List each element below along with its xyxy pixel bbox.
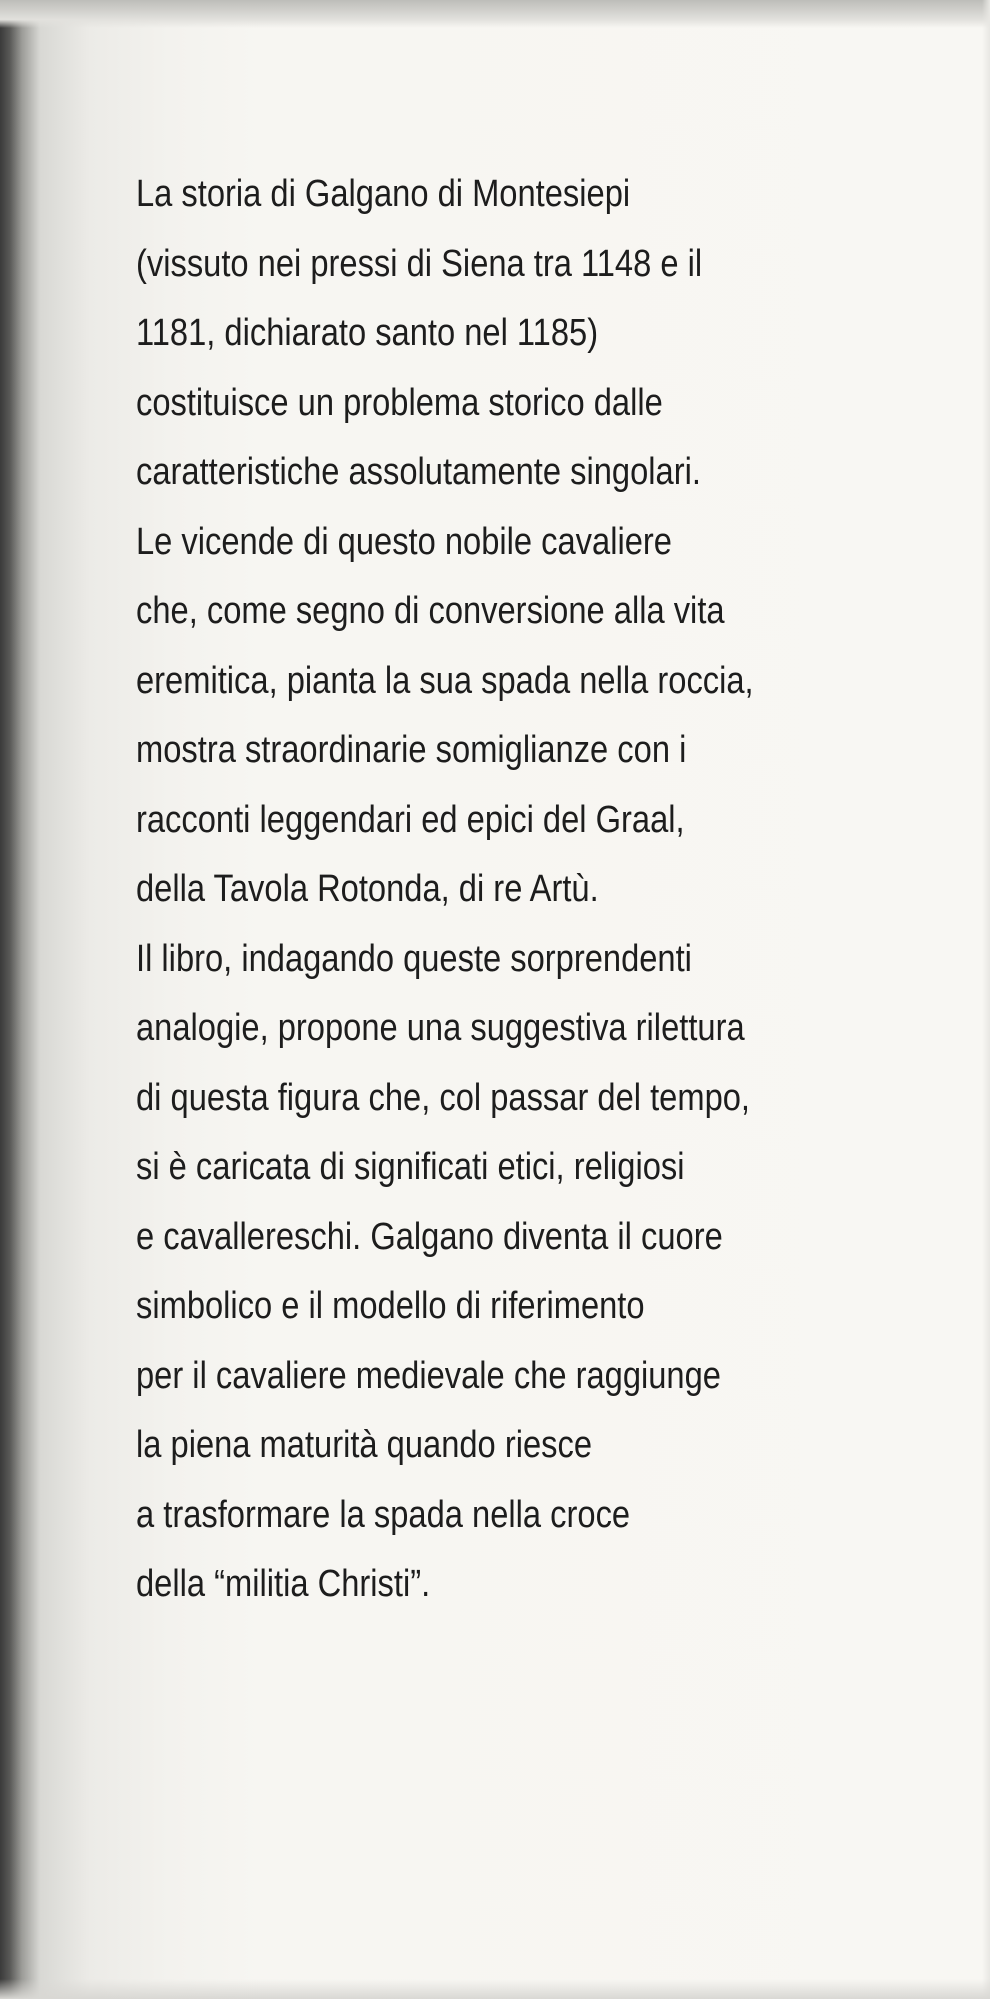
- blurb-line: (vissuto nei pressi di Siena tra 1148 e il: [136, 242, 703, 285]
- blurb-text: [136, 160, 990, 1620]
- blurb-line: e cavallereschi. Galgano diventa il cuore: [136, 1215, 723, 1258]
- blurb-line: caratteristiche assolutamente singolari.: [136, 451, 701, 493]
- scan-top-shadow: [0, 0, 990, 28]
- blurb-line: Il libro, indagando queste sorprendenti: [136, 937, 692, 980]
- blurb-line: costituisce un problema storico dalle: [136, 381, 663, 424]
- blurb-line: 1181, dichiarato santo nel 1185): [136, 312, 599, 354]
- blurb-line: della “militia Christi”.: [136, 1563, 431, 1605]
- blurb-line: si è caricata di significati etici, religiosi: [136, 1146, 685, 1188]
- blurb-line: simbolico e il modello di riferimento: [136, 1285, 645, 1327]
- blurb-line: La storia di Galgano di Montesiepi: [136, 173, 631, 215]
- blurb-line: di questa figura che, col passar del tempo,: [136, 1076, 751, 1119]
- blurb-line: a trasformare la spada nella croce: [136, 1493, 631, 1536]
- blurb-line: eremitica, pianta la sua spada nella roccia,: [136, 659, 754, 702]
- blurb-line: Le vicende di questo nobile cavaliere: [136, 520, 672, 563]
- blurb-line: racconti leggendari ed epici del Graal,: [136, 798, 685, 841]
- blurb-line: analogie, propone una suggestiva rilettura: [136, 1007, 745, 1049]
- blurb-line: la piena maturità quando riesce: [136, 1424, 592, 1466]
- blurb-line: della Tavola Rotonda, di re Artù.: [136, 868, 599, 910]
- blurb-line: mostra straordinarie somiglianze con i: [136, 729, 687, 771]
- blurb-line: per il cavaliere medievale che raggiunge: [136, 1354, 721, 1397]
- blurb-line: che, come segno di conversione alla vita: [136, 590, 725, 632]
- scan-bottom-edge: [0, 1979, 990, 1999]
